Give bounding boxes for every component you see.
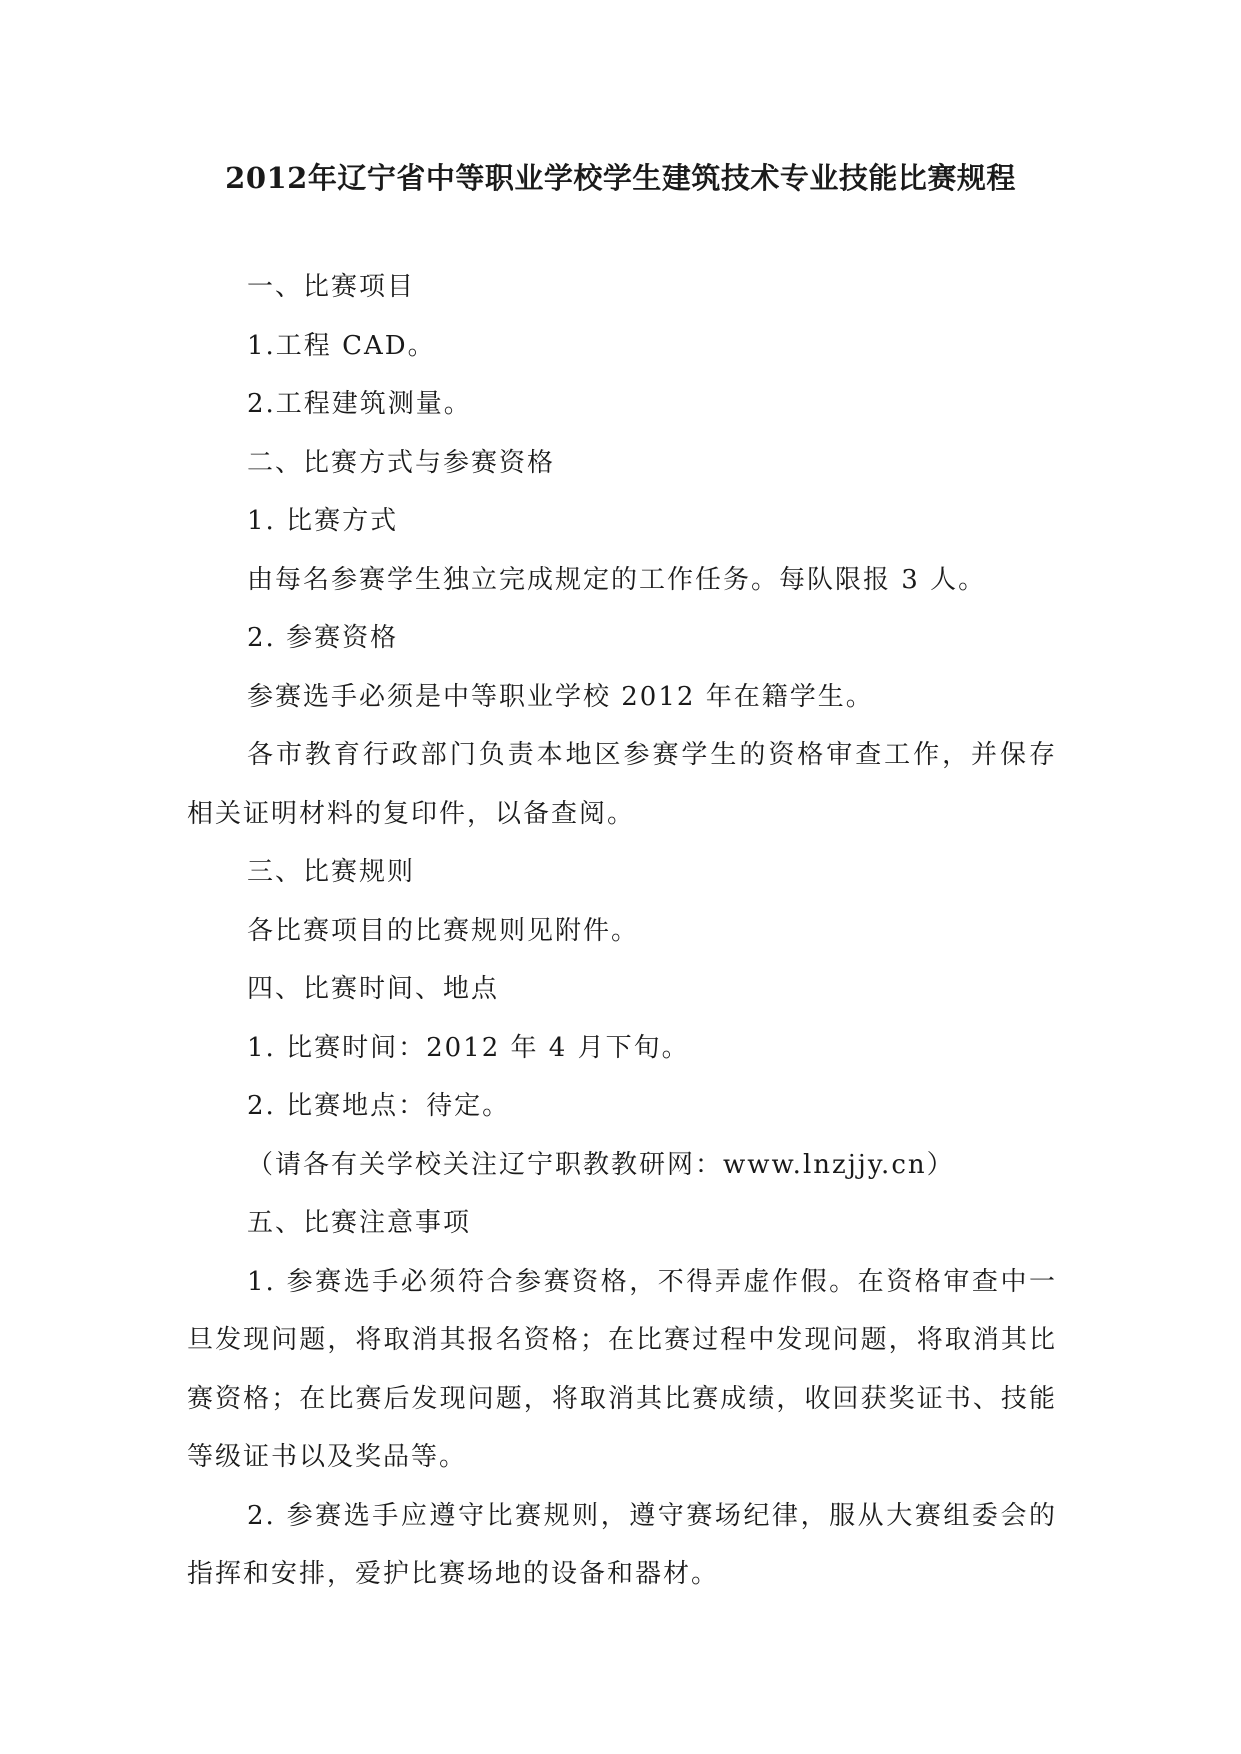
list-item: 2.工程建筑测量。 [247,389,472,419]
document-title: 2012年辽宁省中等职业学校学生建筑技术专业技能比赛规程 [225,161,1016,195]
list-item: 1.工程 CAD。 [247,330,436,361]
paragraph: 由每名参赛学生独立完成规定的工作任务。每队限报 3 人。 [247,564,987,595]
section-heading-5: 五、比赛注意事项 [247,1208,472,1238]
paragraph: 1. 参赛选手必须符合参赛资格，不得弄虚作假。在资格审查中一旦发现问题，将取消其报名资格；在比赛过程中发现问题，将取消其比赛资格；在比赛后发现问题，将取消其比赛成绩，收回获奖证书、技能等级证书以及奖品等。 [187,1266,1057,1472]
sub-heading: 1. 比赛方式 [247,506,399,536]
website-note: （请各有关学校关注辽宁职教教研网：www.lnzjjy.cn） [247,1149,955,1180]
sub-heading: 2. 参赛资格 [247,623,399,653]
list-item: 1. 比赛时间：2012 年 4 月下旬。 [247,1032,690,1063]
paragraph: 各市教育行政部门负责本地区参赛学生的资格审查工作，并保存相关证明材料的复印件，以备查阅。 [187,740,1057,829]
paragraph: 各比赛项目的比赛规则见附件。 [247,915,640,946]
document-body [187,258,1057,1604]
paragraph: 2. 参赛选手应遵守比赛规则，遵守赛场纪律，服从大赛组委会的指挥和安排，爱护比赛场地的设备和器材。 [187,1500,1057,1589]
section-heading-1: 一、比赛项目 [247,272,416,302]
section-heading-3: 三、比赛规则 [247,857,416,887]
section-heading-2: 二、比赛方式与参赛资格 [247,447,556,478]
list-item: 2. 比赛地点：待定。 [247,1091,511,1121]
section-heading-4: 四、比赛时间、地点 [247,974,500,1004]
paragraph: 参赛选手必须是中等职业学校 2012 年在籍学生。 [247,681,874,712]
